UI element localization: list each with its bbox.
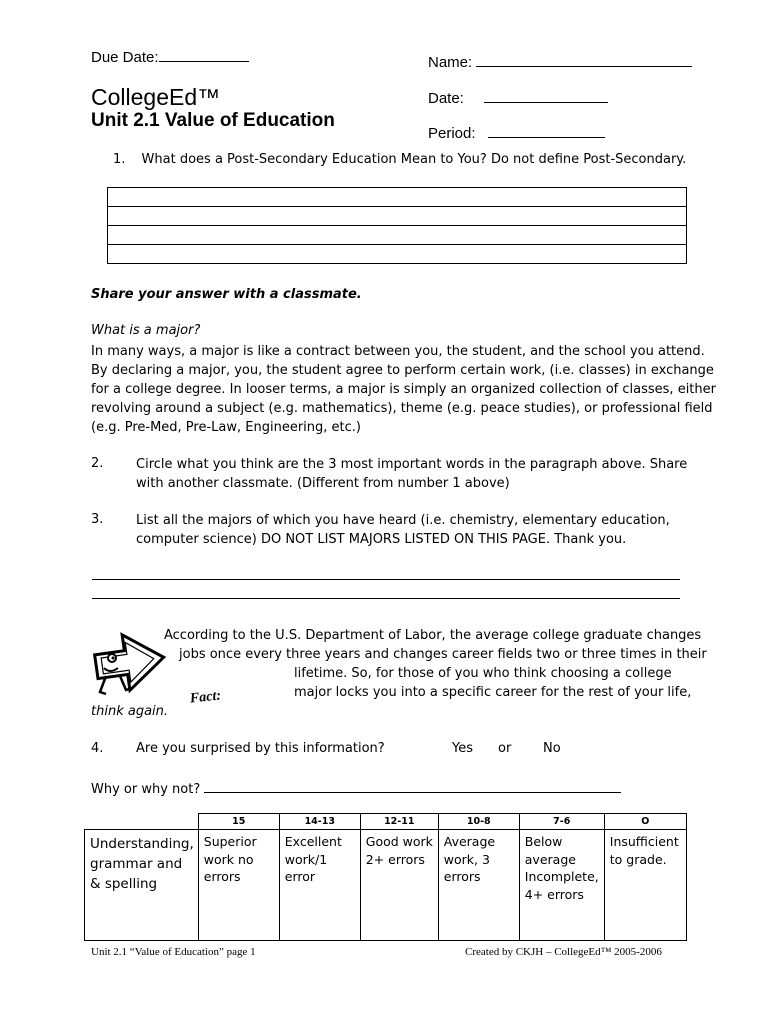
date-blank[interactable] — [484, 88, 608, 103]
rubric-level-15: Superior work no errors — [198, 830, 279, 941]
grading-rubric — [84, 813, 687, 941]
fact-line-1: According to the U.S. Department of Labor, the average college graduate changes — [164, 628, 702, 643]
due-date-blank[interactable] — [159, 47, 249, 62]
rubric-level-14-13: Excellent work/1 error — [279, 830, 360, 941]
rubric-level-7-6: Below average Incomplete, 4+ errors — [519, 830, 604, 941]
date-field — [428, 88, 608, 107]
question-4-text: Are you surprised by this information? — [136, 741, 385, 756]
rubric-level-0: Insufficient to grade. — [604, 830, 686, 941]
option-no[interactable]: No — [543, 741, 561, 756]
question-3-text — [136, 511, 670, 549]
rubric-level-12-11: Good work 2+ errors — [360, 830, 438, 941]
answer-box-1 — [107, 187, 687, 264]
paragraph-line: By declaring a major, you, the student agree to perform certain work, (i.e. classes) in exchange — [91, 363, 714, 378]
question-1-text: What does a Post-Secondary Education Mean to You? Do not define Post-Secondary. — [141, 152, 687, 167]
arrow-mascot-icon — [92, 628, 172, 698]
due-date-label: Due Date: — [91, 49, 159, 66]
question-2-line: with another classmate. (Different from number 1 above) — [136, 476, 510, 491]
fact-badge-text: Fact: — [189, 688, 222, 707]
rubric-score: 14-13 — [279, 814, 360, 830]
rubric-score: 15 — [198, 814, 279, 830]
question-3-line: List all the majors of which you have heard (i.e. chemistry, elementary education, — [136, 513, 670, 528]
date-label: Date: — [428, 90, 464, 107]
paragraph-line: for a college degree. In looser terms, a major is simply an organized collection of classes, either — [91, 382, 716, 397]
period-field — [428, 123, 605, 142]
brand-title: CollegeEd™ — [91, 84, 221, 110]
due-date-field — [91, 47, 249, 66]
question-1 — [113, 152, 686, 167]
period-label: Period: — [428, 125, 476, 142]
rubric-score: 7-6 — [519, 814, 604, 830]
answer-line[interactable] — [108, 188, 687, 207]
rubric-score: 10-8 — [438, 814, 519, 830]
why-label: Why or why not? — [91, 782, 201, 797]
question-3-number: 3. — [91, 512, 104, 527]
answer-line[interactable] — [108, 245, 687, 264]
unit-title: Unit 2.1 Value of Education — [91, 110, 335, 131]
question-2-line: Circle what you think are the 3 most important words in the paragraph above. Share — [136, 457, 688, 472]
rubric-score: O — [604, 814, 686, 830]
fact-badge — [189, 688, 222, 707]
rubric-level-10-8: Average work, 3 errors — [438, 830, 519, 941]
name-label: Name: — [428, 54, 473, 71]
paragraph-line: In many ways, a major is like a contract between you, the student, and the school you attend. — [91, 344, 705, 359]
name-blank[interactable] — [476, 52, 692, 67]
period-blank[interactable] — [488, 123, 605, 138]
question-2-number: 2. — [91, 456, 104, 471]
footer-left: Unit 2.1 “Value of Education” page 1 — [91, 946, 256, 958]
major-heading: What is a major? — [91, 323, 201, 338]
paragraph-line: (e.g. Pre-Med, Pre-Law, Engineering, etc.) — [91, 420, 361, 435]
question-4-number: 4. — [91, 741, 104, 756]
question-1-number: 1. — [113, 152, 126, 167]
question-3-line: computer science) DO NOT LIST MAJORS LISTED ON THIS PAGE. Thank you. — [136, 532, 627, 547]
option-yes[interactable]: Yes — [452, 741, 473, 756]
option-or: or — [498, 741, 512, 756]
question-2-text — [136, 455, 687, 493]
answer-line-3a[interactable] — [92, 579, 680, 580]
paragraph-line: revolving around a subject (e.g. mathematics), theme (e.g. peace studies), or professional field — [91, 401, 713, 416]
share-prompt: Share your answer with a classmate. — [91, 287, 362, 302]
why-field — [91, 778, 621, 797]
fact-line-3: lifetime. So, for those of you who think choosing a college — [294, 666, 672, 681]
footer-right: Created by CKJH – CollegeEd™ 2005-2006 — [465, 946, 662, 958]
fact-line-4: major locks you into a specific career for the rest of your life, — [294, 685, 692, 700]
answer-line[interactable] — [108, 226, 687, 245]
major-paragraph — [91, 342, 716, 437]
name-field — [428, 52, 692, 71]
rubric-criterion: Understanding, grammar and & spelling — [85, 830, 199, 941]
fact-line-2: jobs once every three years and changes career fields two or three times in their — [179, 647, 707, 662]
fact-line-5: think again. — [91, 704, 169, 719]
rubric-score: 12-11 — [360, 814, 438, 830]
why-blank[interactable] — [204, 778, 621, 793]
answer-line[interactable] — [108, 207, 687, 226]
answer-line-3b[interactable] — [92, 598, 680, 599]
